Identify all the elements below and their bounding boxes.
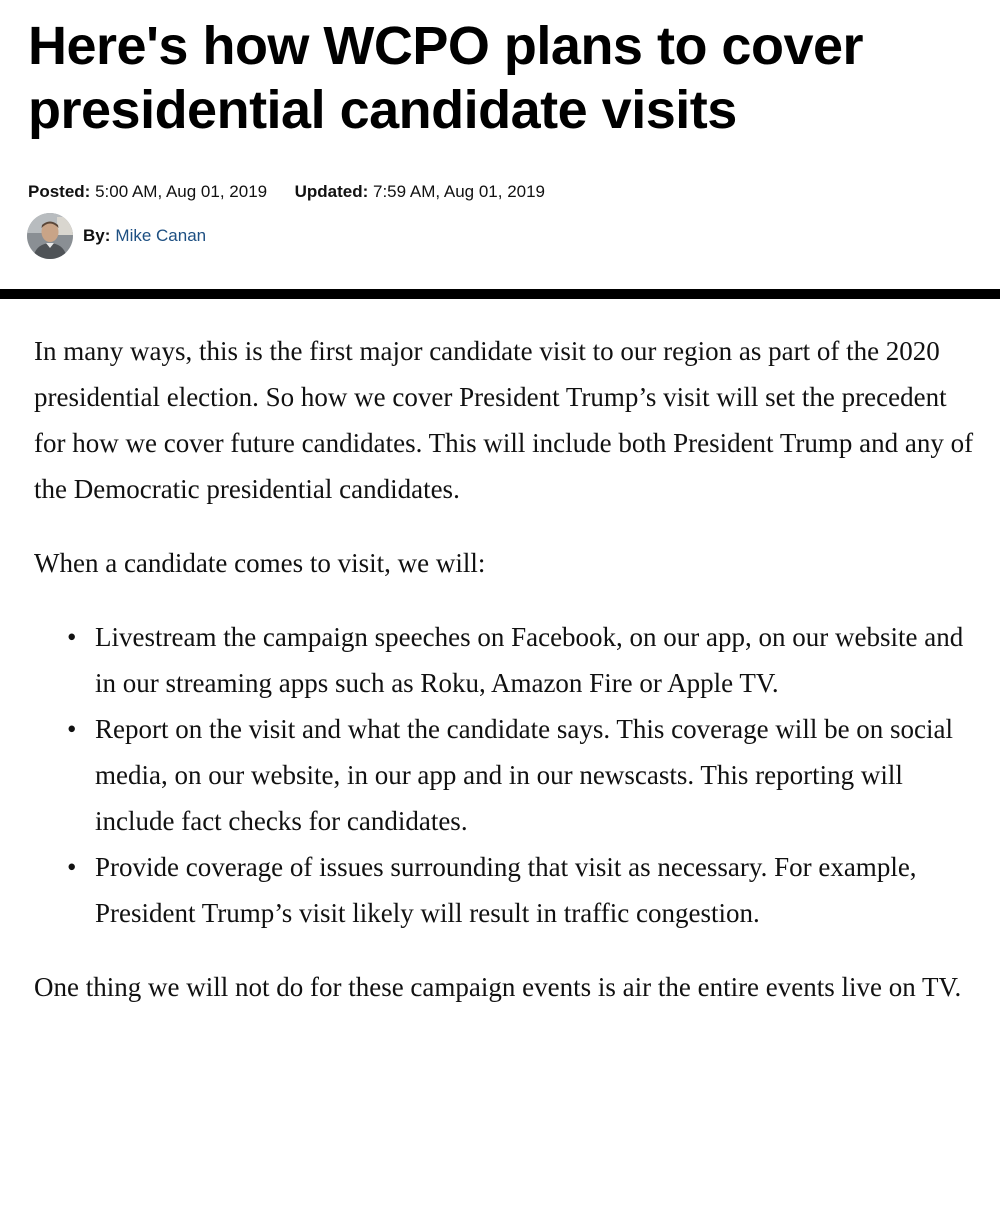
article-headline: Here's how WCPO plans to cover presidential candidate visits	[28, 16, 864, 140]
article-body	[34, 328, 984, 1038]
list-item	[67, 706, 984, 844]
coverage-list	[34, 614, 984, 936]
posted-date: 5:00 AM, Aug 01, 2019	[95, 182, 268, 201]
author-link[interactable]: Mike Canan	[115, 226, 207, 245]
updated-date: 7:59 AM, Aug 01, 2019	[372, 182, 546, 201]
list-item	[67, 844, 984, 936]
header-divider	[0, 289, 1000, 299]
author-avatar-icon[interactable]	[27, 213, 73, 259]
list-intro-paragraph: When a candidate comes to visit, we will:	[34, 548, 486, 578]
closing-paragraph: One thing we will not do for these campaign events is air the entire events live on TV.	[34, 972, 962, 1002]
bullet-icon: •	[67, 714, 77, 744]
bullet-icon: •	[67, 622, 77, 652]
bullet-icon: •	[67, 852, 77, 882]
byline-label: By:	[83, 226, 111, 245]
list-item-text: Provide coverage of issues surrounding that visit as necessary. For example, President Trump’s visit likely will result in traffic congestion.	[95, 852, 917, 928]
article-header	[0, 0, 1000, 290]
updated-label: Updated:	[294, 182, 369, 201]
list-item-text: Livestream the campaign speeches on Facebook, on our app, on our website and in our streaming apps such as Roku, Amazon Fire or Apple TV.	[95, 622, 964, 698]
intro-paragraph: In many ways, this is the first major candidate visit to our region as part of the 2020 presidential election. So how we cover President Trump’s visit will set the precedent for how we cover future candidates. This will include both President Trump and any of the Democratic presidential candidates.	[34, 336, 974, 504]
posted-label: Posted:	[28, 182, 91, 201]
list-item-text: Report on the visit and what the candidate says. This coverage will be on social media, on our website, in our app and in our newscasts. This reporting will include fact checks for candidates.	[95, 714, 954, 836]
article-timestamps	[28, 181, 545, 203]
list-item	[67, 614, 984, 706]
byline	[27, 213, 206, 259]
